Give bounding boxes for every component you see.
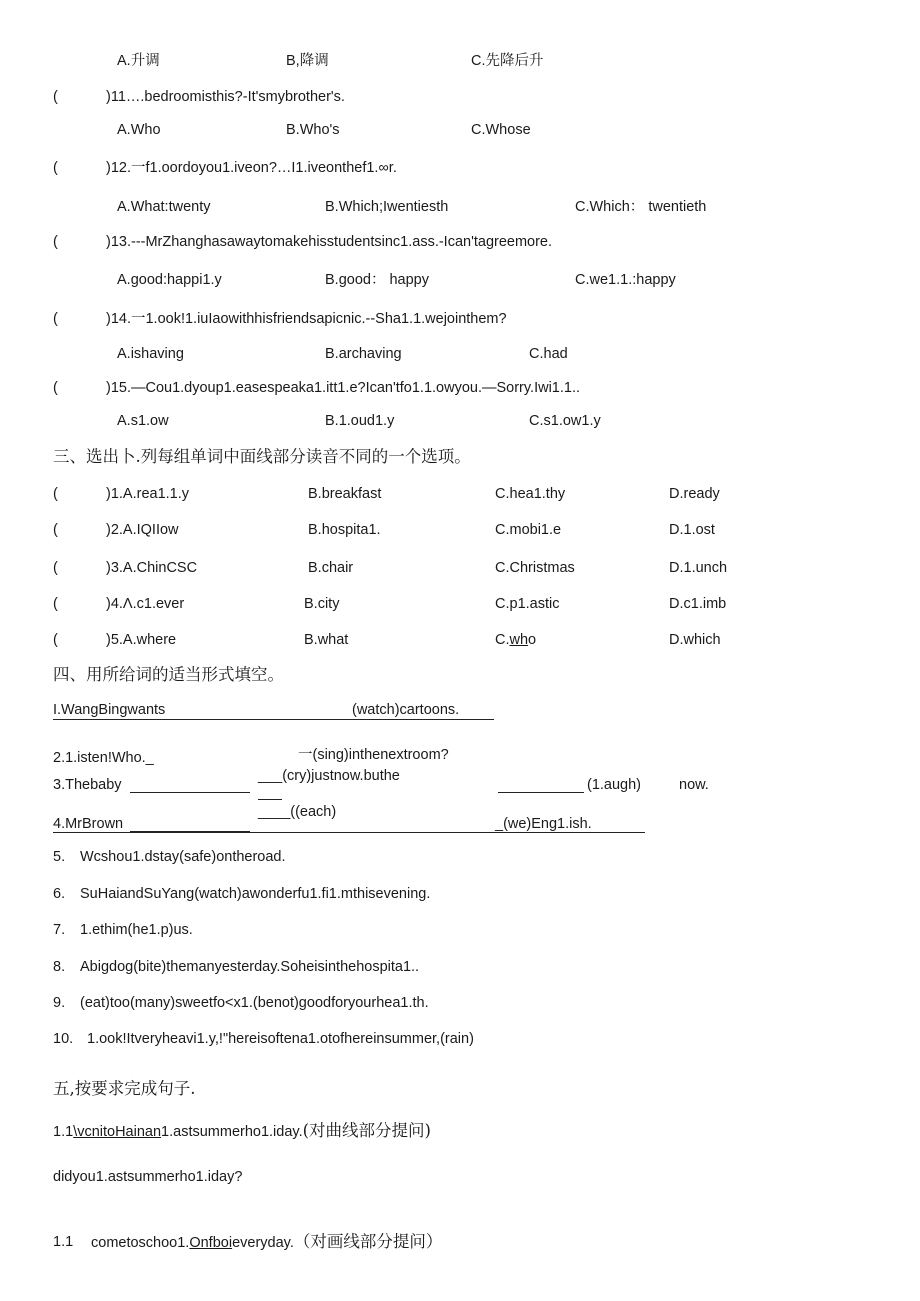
s3-item4-c: C.p1.astic (495, 596, 560, 612)
s5-q1-instruction: (对曲线部分提问) (302, 1121, 431, 1140)
s3-item5-a: )5.A.where (106, 632, 177, 648)
s4-item7-num: 7. (53, 922, 66, 938)
s3-item5-b: B.what (304, 632, 349, 648)
s4-line4-c: _(we)Eng1.ish. (495, 816, 592, 832)
q12-option-b: B.Which;Iwentiesth (325, 199, 449, 215)
s3-item5-d: D.which (669, 632, 721, 648)
s4-item8-text: Abigdog(bite)themanyesterday.Soheisinthehospita1.. (80, 959, 420, 975)
s3-item2-b: B.hospita1. (308, 522, 381, 538)
s4-item6-text: SuHaiandSuYang(watch)awonderfu1.fi1.mthisevening. (80, 886, 431, 902)
section3-title: 三、选出卜.列每组单词中面线部分读音不同的一个选项。 (53, 447, 471, 466)
q11-option-c: C.Whose (471, 122, 531, 138)
s3-item5-c-prefix: C. (495, 632, 510, 648)
q15-stem: )15.—Cou1.dyoup1.easespeaka1.itt1.e?Ican'tfo1.1.owyou.—Sorry.Iwi1.1.. (106, 380, 581, 396)
s3-item2-paren: ( (53, 522, 58, 538)
s4-line1-a: I.WangBingwants (53, 702, 166, 718)
s5-q2-text: cometoschoo1. (91, 1235, 190, 1251)
s5-q2-num: 1.1 (53, 1234, 74, 1250)
s3-item4-b: B.city (304, 596, 340, 612)
s4-line3-c: (1.augh) (587, 777, 642, 793)
s4-line3-d: now. (679, 777, 709, 793)
s4-line3-blank1 (130, 792, 250, 793)
q10-option-a: A.升调 (117, 53, 160, 69)
s4-item9-text: (eat)too(many)sweetfo<x1.(benot)goodforyourhea1.th. (80, 995, 429, 1011)
q15-option-b: B.1.oud1.y (325, 413, 395, 429)
s3-item2-d: D.1.ost (669, 522, 715, 538)
q11-paren: ( (53, 89, 58, 105)
s5-q2-underlined: Onfboi (189, 1235, 233, 1251)
s4-line4-blank-top (258, 799, 282, 800)
q10-option-b: B,降调 (286, 53, 329, 69)
q12-paren: ( (53, 160, 58, 176)
q12-stem: )12.一f1.oordoyou1.iveon?…I1.iveonthef1.∞r. (106, 160, 397, 176)
section5-title: 五,按要求完成句子. (53, 1079, 196, 1098)
q11-stem: )11….bedroomisthis?-It'smybrother's. (106, 89, 345, 105)
s4-line4-a: 4.MrBrown (53, 816, 124, 832)
s5-q2-rest: everyday. (232, 1235, 294, 1251)
s5-q1 (53, 1122, 431, 1141)
s3-item2-c: C.mobi1.e (495, 522, 562, 538)
s3-item4-paren: ( (53, 596, 58, 612)
s5-q2 (91, 1233, 442, 1252)
q11-option-b: B.Who's (286, 122, 340, 138)
s3-item1-paren: ( (53, 486, 58, 502)
s3-item3-d: D.1.unch (669, 560, 728, 576)
s3-item3-paren: ( (53, 560, 58, 576)
s4-line4-b: ____((each) (258, 804, 337, 820)
s5-q1-answer: didyou1.astsummerho1.iday? (53, 1169, 243, 1185)
s4-line1-underline (53, 719, 494, 720)
s4-line1-b: (watch)cartoons. (352, 702, 460, 718)
q11-option-a: A.Who (117, 122, 161, 138)
q15-paren: ( (53, 380, 58, 396)
s4-item10-num: 10. (53, 1031, 74, 1047)
s3-item4-d: D.c1.imb (669, 596, 727, 612)
s3-item3-a: )3.A.ChinCSC (106, 560, 198, 576)
q13-option-c: C.we1.1.:happy (575, 272, 676, 288)
s3-item3-b: B.chair (308, 560, 354, 576)
q14-option-c: C.had (529, 346, 568, 362)
s4-line2-b: 一(sing)inthenextroom? (298, 747, 449, 763)
q12-option-a: A.What:twenty (117, 199, 211, 215)
s3-item1-a: )1.A.rea1.1.y (106, 486, 190, 502)
s5-q1-rest: 1.astsummerho1.iday. (161, 1124, 303, 1140)
s4-item8-num: 8. (53, 959, 66, 975)
s4-item7-text: 1.ethim(he1.p)us. (80, 922, 193, 938)
s4-item6-num: 6. (53, 886, 66, 902)
s3-item5-paren: ( (53, 632, 58, 648)
s3-item2-a: )2.A.IQIIow (106, 522, 179, 538)
s4-line3-a: 3.Thebaby (53, 777, 122, 793)
q14-option-b: B.archaving (325, 346, 402, 362)
s3-item1-d: D.ready (669, 486, 720, 502)
s4-item5-text: Wcshou1.dstay(safe)ontheroad. (80, 849, 286, 865)
s3-item5-c-rest: o (528, 632, 537, 648)
q13-stem: )13.---MrZhanghasawaytomakehisstudentsinc1.ass.-Ican'tagreemore. (106, 234, 553, 250)
q10-option-c: C.先降后升 (471, 53, 544, 69)
s3-item3-c: C.Christmas (495, 560, 575, 576)
s5-q1-underlined: \vcnitoHainan (73, 1124, 162, 1140)
q13-option-a: A.good:happi1.y (117, 272, 222, 288)
s3-item4-a: )4.Λ.c1.ever (106, 596, 185, 612)
s4-item10-text: 1.ook!Itveryheavi1.y,!"hereisoftena1.otofhereinsummer,(rain) (87, 1031, 474, 1047)
q14-option-a: A.ishaving (117, 346, 184, 362)
s5-q2-instruction: （对画线部分提问） (293, 1232, 443, 1251)
q12-option-c: C.Which： twentieth (575, 199, 707, 215)
s3-item5-c (495, 631, 536, 649)
s4-line3-b: ___(cry)justnow.buthe (258, 768, 400, 784)
q13-paren: ( (53, 234, 58, 250)
s3-item1-c: C.hea1.thy (495, 486, 566, 502)
s4-line3-blank2 (498, 792, 584, 793)
s4-item9-num: 9. (53, 995, 66, 1011)
q14-paren: ( (53, 311, 58, 327)
s3-item5-c-underlined: wh (509, 632, 529, 648)
s5-q1-num: 1.1 (53, 1124, 74, 1140)
s4-item5-num: 5. (53, 849, 66, 865)
s4-line2-a: 2.1.isten!Who._ (53, 750, 154, 766)
q15-option-c: C.s1.ow1.y (529, 413, 601, 429)
q13-option-b: B.good： happy (325, 272, 429, 288)
q14-stem: )14.一1.ook!1.iuIaowithhisfriendsapicnic.--Sha1.1.wejointhem? (106, 311, 507, 327)
q15-option-a: A.s1.ow (117, 413, 169, 429)
s3-item1-b: B.breakfast (308, 486, 382, 502)
section4-title: 四、用所给词的适当形式填空。 (53, 665, 284, 684)
